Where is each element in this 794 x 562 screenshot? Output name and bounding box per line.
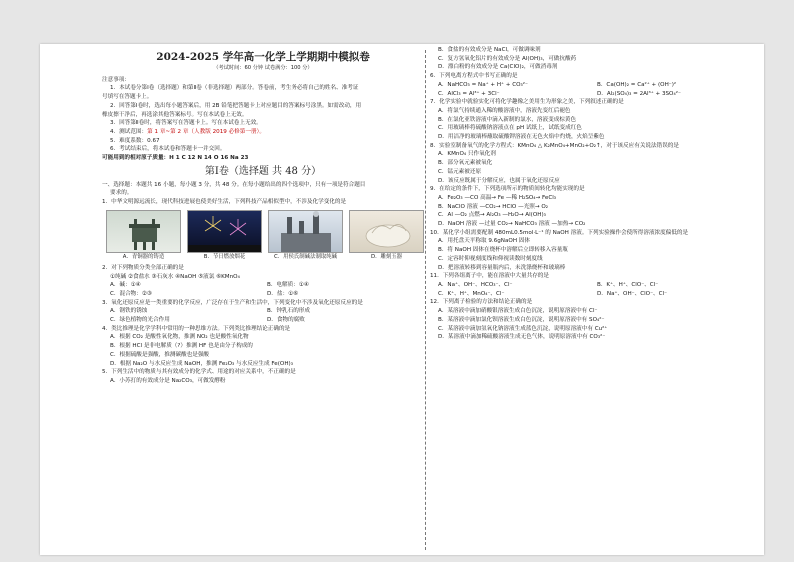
option: B．将 NaOH 固体在烧杯中溶解后立即转移入容量瓶	[438, 247, 568, 254]
option: A．Fe₂O₃ —CO 高温→ Fe —稀 H₂SO₄→ FeCl₃	[438, 194, 557, 201]
option-row	[102, 316, 424, 325]
option: A．将氯气持续通入稀的酸溶液中，溶液先变红后褪色	[438, 107, 571, 114]
option: D．漂白粉的有效成分是 Ca(ClO)₂，可做消毒剂	[438, 64, 558, 71]
option: A．某溶液中滴加硝酸银溶液生成白色沉淀，说明原溶液中有 Cl⁻	[438, 308, 598, 315]
option: C．根据硫酸是强酸，推测碳酸也是强酸	[110, 351, 210, 358]
question-stem: 4．类比推理是化学学科中常用的一种思维方法。下列类比推理结论正确的是	[102, 325, 291, 332]
option: C．K⁺、H⁺、MnO₄⁻、Cl⁻	[438, 290, 505, 297]
option: C．Al —O₂ 点燃→ Al₂O₃ —H₂O→ Al(OH)₃	[438, 212, 546, 219]
question-stem: 7．化学实验中就验实化可将化学趣像之美用生为形象之美，下列叙述正确的是	[430, 99, 624, 106]
option-row	[430, 290, 756, 299]
q1-option-a	[106, 210, 181, 262]
option-row	[102, 290, 424, 299]
option-row	[430, 281, 756, 290]
option: A．用托盘天平称取 9.6gNaOH 固体	[438, 238, 530, 245]
option: B．Ca(OH)₂ = Ca²⁺ + (OH⁻)²	[597, 81, 677, 88]
option: B．某溶液中滴加氯化钡溶液生成白色沉淀，说明原溶液中有 SO₄²⁻	[438, 316, 605, 323]
note-line: 6．考试结束后，将本试卷和答题卡一并交回。	[110, 146, 226, 153]
option: D．用洁净的玻璃棒蘸取硫酸钾溶液在无色火焰中灼烧，火焰呈紫色	[438, 134, 605, 141]
option: C．定容时仰视刻度线和仰视读数时刻度线	[438, 255, 543, 262]
right-column	[430, 44, 756, 555]
option-caption: C．用侯氏制碱法制取纯碱	[273, 253, 338, 260]
q1-option-d	[349, 210, 424, 262]
note-line: 2．回答第Ⅰ卷时，选出每小题答案后，用 2B 铅笔把答题卡上对应题目的答案标号涂黑。如需改动，用	[110, 102, 362, 109]
option: D．把溶液转移到容量瓶内后，未洗涤烧杯和玻璃棒	[438, 264, 566, 271]
option: D．某溶液中滴加稀硫酸溶液生成无色气体，说明原溶液中有 CO₃²⁻	[438, 334, 606, 341]
option: D．Na⁺、OH⁻、ClO⁻、Cl⁻	[597, 290, 668, 297]
option: C．AlCl₃ = Al³⁺ + 3Cl⁻	[438, 90, 500, 97]
option: A．NaHCO₃ = Na⁺ + H⁺ + CO₃²⁻	[438, 81, 528, 88]
option: B．部分氧元素被氧化	[438, 160, 493, 167]
option-caption: D．雕刻玉器	[370, 253, 403, 260]
option: A．碱：①④	[110, 282, 141, 289]
left-column	[102, 44, 424, 555]
option: A．根据 CO₂ 是酸性氧化物，推测 NO₂ 也是酸性氧化物	[110, 334, 249, 341]
bronze-ding-icon	[106, 210, 181, 253]
option: A．小苏打的有效成分是 Na₂CO₃，可做发酵粉	[110, 377, 226, 384]
question-stem: 5．下列生活中的物质与其有效成分的化学式、用途的对应关系中，不正确的是	[102, 369, 296, 376]
option: D．根据 Na₂O 与水反应生成 NaOH，推测 Fe₂O₃ 与水反应生成 Fe(OH)₃	[110, 360, 293, 367]
fireworks-icon	[187, 210, 262, 253]
option: B．根据 HCl 是非电解质（?）推测 HF 也是由分子构成的	[110, 343, 253, 350]
option: B．K⁺、H⁺、ClO⁻、Cl⁻	[597, 281, 659, 288]
option: C．用玻璃棒将硫酸钠溶液点在 pH 试纸上，试纸变成红色	[438, 125, 582, 132]
option: B．钟乳石的形成	[267, 308, 310, 315]
note-scope-prefix: 4．测试范围：	[110, 128, 148, 135]
note-line: 1．本试卷分第Ⅰ卷（选择题）和第Ⅱ卷（非选择题）两部分。答卷前，考生务必将自己的姓名、准考证	[110, 85, 359, 92]
option: D．Al₂(SO₄)₃ = 2Al³⁺ + 3SO₄²⁻	[597, 90, 681, 97]
option: B．在氯化亚铁溶液中滴入新制的氯水，溶液变成棕黄色	[438, 116, 577, 123]
option-caption: B．节日燃放烟花	[203, 253, 246, 260]
question-stem: 12．下列离子检验的方法和结论正确的是	[430, 299, 533, 306]
question-stem: 8．实验室制备氧气的化学方程式：KMnO₄ △ K₂MnO₄+MnO₂+O₂↑，对于该反应有关说法错误的是	[430, 142, 679, 149]
note-line-scope	[102, 128, 424, 137]
question-items: ①纯碱 ②食盐水 ③石灰水 ④NaOH ⑤液氯 ⑥KMnO₄	[110, 273, 240, 280]
q1-option-c	[268, 210, 343, 262]
exam-title: 2024-2025 学年高一化学上学期期中模拟卷	[156, 51, 370, 63]
exam-subtitle: （考试时间：60 分钟 试卷满分：100 分）	[213, 65, 313, 71]
exam-page	[40, 44, 764, 555]
option: D．食物的腐败	[267, 317, 305, 324]
option: A．钢铁的锈蚀	[110, 308, 148, 315]
question-stem: 11．下列各组离子中，能在溶液中大量共存的是	[430, 273, 549, 280]
option-row	[430, 81, 756, 90]
option: C．锰元素被还原	[438, 168, 482, 175]
question-stem: 6．下列电离方程式中书写正确的是	[430, 73, 518, 80]
jade-carving-icon	[349, 210, 424, 253]
option-row	[430, 90, 756, 99]
option: B．电解质：①④	[267, 282, 309, 289]
q1-option-b	[187, 210, 262, 262]
option: B．NaClO 溶液 —CO₂→ HClO —光照→ O₂	[438, 203, 548, 210]
notes-header: 注意事项：	[102, 76, 130, 83]
section-intro: 要求的。	[110, 190, 133, 197]
option: D．盐：①⑥	[267, 290, 299, 297]
option: C．绿色植物的光合作用	[110, 317, 170, 324]
option: A．KMnO₄ 只作氧化剂	[438, 151, 496, 158]
note-line: 5．难度系数：0.67	[110, 137, 160, 144]
question-stem: 1．中华文明源远流长，现代科技进展也使美好生活，下列科技产品相似型中，不涉及化学变化的是	[102, 199, 347, 206]
q1-image-row	[102, 210, 424, 262]
note-line: 橡皮擦干净后，再选涂其他答案标号。写在本试卷上无效。	[102, 111, 248, 118]
note-line: 号填写在答题卡上。	[102, 94, 153, 101]
column-divider	[425, 50, 426, 550]
option: C．复方氢氧化铝片的有效成分是 Al(OH)₃，可做抗酸药	[438, 55, 577, 62]
option: D．NaOH 溶液 —过量 CO₂→ NaHCO₃ 溶液 —加热→ CO₂	[438, 221, 586, 228]
section-intro: 一、选择题：本题共 16 小题，每小题 3 分，共 48 分。在每小题给出的四个选项中，只有一项是符合题目	[102, 181, 366, 188]
question-stem: 3．氧化还原反应是一类重要的化学反应，广泛存在于生产和生活中，下列变化中不涉及氧化还原反应的是	[102, 299, 363, 306]
section-title: 第Ⅰ卷（选择题 共 48 分）	[204, 165, 322, 177]
option: C．混合物：②③	[110, 290, 152, 297]
question-stem: 10．某化学小组需要配制 480mL0.5mol·L⁻¹ 的 NaOH 溶液。下列实验操作会使所得溶液浓度偏低的是	[430, 229, 689, 236]
question-stem: 2．对下列物质分类全部正确的是	[102, 264, 184, 271]
factory-icon	[268, 210, 343, 253]
option: B．食盐的有效成分是 NaCl，可做调味剂	[438, 47, 541, 53]
option-caption: A．青铜器的铸造	[122, 253, 165, 260]
option-row	[102, 281, 424, 290]
option-row	[102, 307, 424, 316]
note-scope-range: 第 1 章~第 2 章（人教版 2019 必修第一册）。	[147, 128, 265, 135]
atomic-masses: 可能用到的相对原子质量：H 1 C 12 N 14 O 16 Na 23	[102, 155, 249, 162]
question-stem: 9．在给定的条件下，下列选项所示的物质间转化均能实现的是	[430, 186, 585, 193]
option: C．某溶液中滴加氢氧化钠溶液生成蓝色沉淀，说明原溶液中有 Cu²⁺	[438, 325, 608, 332]
option: D．该反应既属于分解反应，也属于氧化还原反应	[438, 177, 560, 184]
note-line: 3．回答第Ⅱ卷时，将答案写在答题卡上。写在本试卷上无效。	[110, 120, 262, 127]
option: A．Na⁺、OH⁻、HCO₃⁻、Cl⁻	[438, 281, 513, 288]
